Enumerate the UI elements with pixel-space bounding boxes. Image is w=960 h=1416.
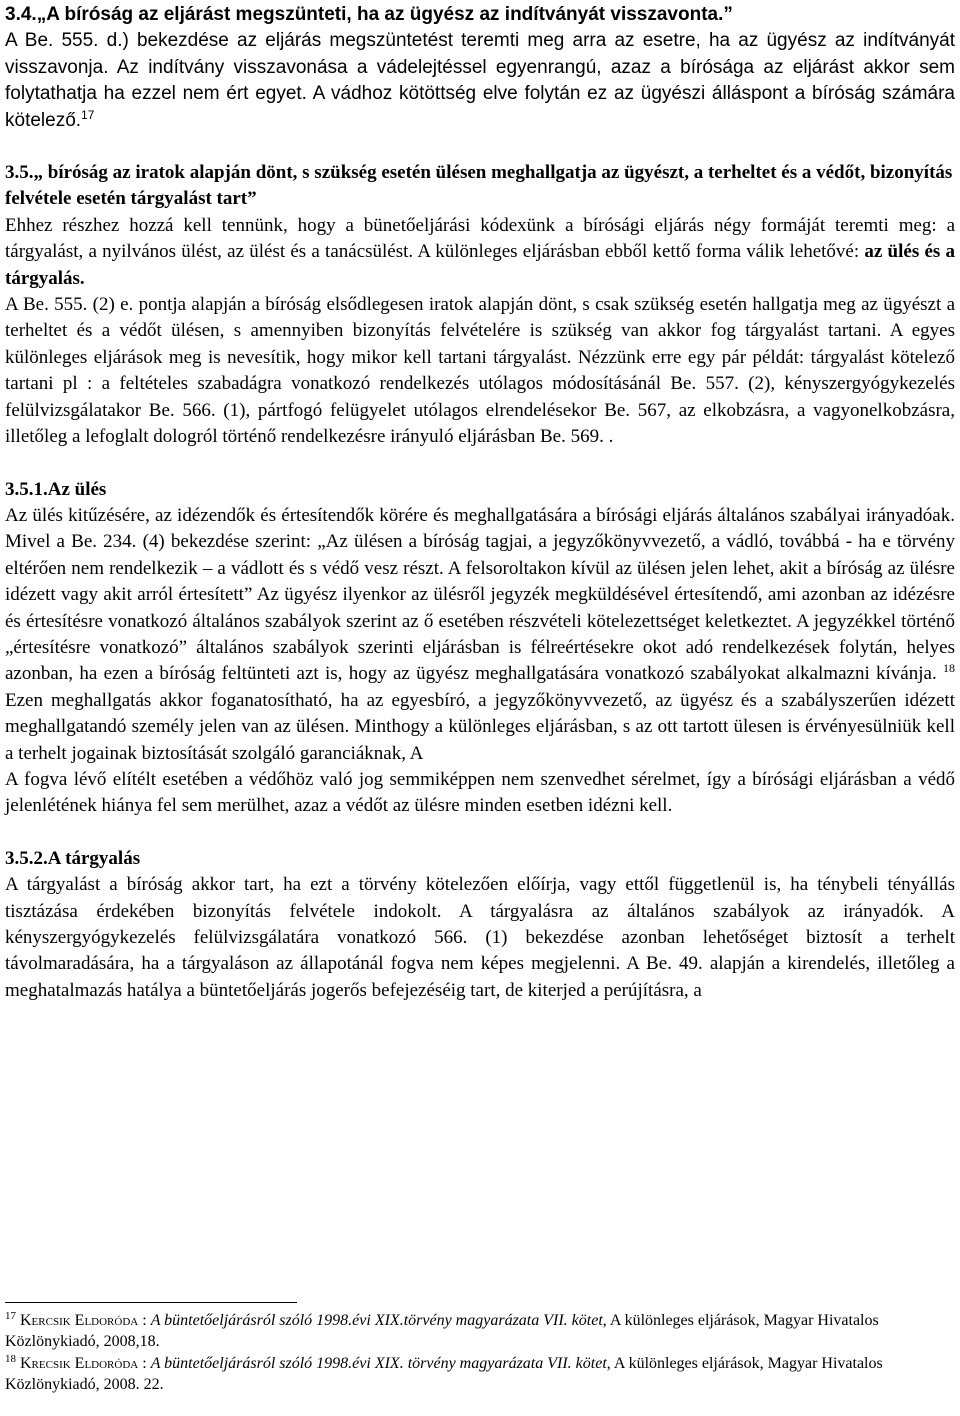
section-3-5-1-heading: 3.5.1.Az ülés [5,478,107,500]
footnote-title: A büntetőeljárásról szóló 1998.évi XIX. törvény magyarázata VII. kötet [150,1355,607,1372]
footnote-18: $^{18}$ Krecsik Eldoróda : A büntetőeljárásról szóló 1998.évi XIX. törvény magyarázata VII. kötet, A különleges eljárások, Magyar Hivatalos Közlönykiadó, 2008. 22. [5,1353,883,1393]
section-3-5-bold-text: az ülés és a tárgyalás. [5,241,955,289]
section-3-4-body [5,28,955,134]
section-3-4-text: A Be. 555. d.) bekezdése az eljárás megszüntetést teremti meg arra az esetre, ha az ügyész az indítványát visszavonja. Az indítvány visszavonása a vádelejtéssel egyenrangú, azaz a bírósága az eljárást akkor sem folytathatja ha ezzel nem ért egyet. A vádhoz kötöttség elve folytán ez az ügyészi álláspont a bíróság számára kötelező. [5,30,955,131]
footnote-number: 17 [5,1310,16,1322]
section-3-5-2-heading: 3.5.2.A tárgyalás [5,847,141,869]
footnote-ref-18[interactable]: 18 [943,661,956,676]
section-3-5-text-a: Ehhez részhez hozzá kell tennünk, hogy a bünetőeljárási kódexünk a bírósági eljárás négy formáját teremti meg: a tárgyalást, a nyilvános ülést, az ülést és a tanácsülést. A különleges eljárásban ebből kettő forma válik lehetővé: [5,214,955,263]
section-3-5-1-text-a: Az ülés kitűzésére, az idézendők és értesítendők körére és meghallgatására a bírósági eljárás általános szabályai irányadóak. Mivel a Be. 234. (4) bekezdése szerint: „Az ülésen a bíróság tagjai, a jegyzőkönyvvezető, a vádló, továbbá - ha e törvény eltérően nem rendelkezik – a vádlott és s védő vesz részt. A felsoroltakon kívül az ülésen jelen lehet, akit a bíróság az ülésre idézett vagy akit arról értesített” Az ügyész ilyenkor az ülésről jegyzék megküldésével értesítendő, ami azonban az idézésre és értesítésre vonatkozó általános szabályok szerint az ő esetében részvételi kötelezettséget keletkeztet. A jegyzékkel történő „értesítésre vonatkozó” általános szabályok szerinti eljárásban is félreértésekre okot adó rendelkezések folytán, helyes azonban, ha ezen a bíróság feltünteti azt is, hogy az ügyész meghallgatására vonatkozó szabályokat alkalmazni kívánja. [5,504,955,685]
footnote-author: Kercsik Eldoróda [20,1312,139,1329]
section-3-5-2-paragraph: A tárgyalást a bíróság akkor tart, ha ezt a törvény kötelezően előírja, vagy ettől függetlenül is, ha ténybeli tényállás tisztázása érdekében bizonyítás felvétele indokolt. A tárgyalásra az általános szabályok az irányadók. A kényszergyógykezelés felülvizsgálatára vonatkozó 566. (1) bekezdése azonban lehetőséget biztosít a terhelt távolmaradására, ha a tárgyaláson az állapotánál fogva nem képes megjelenni. A Be. 49. alapján a kirendelés, illetőleg a meghatalmazás hatálya a büntetőeljárás jogerős befejezéséig tart, de kiterjed a perújításra, a [5,874,955,1001]
footnote-publisher: A különleges eljárások, Magyar Hivatalos Közlönykiadó, 2008,18. [5,1312,879,1350]
footnote-ref-17[interactable]: 17 [81,107,95,122]
footnotes [5,1302,955,1397]
section-3-5-1-paragraph-1 [5,503,955,767]
section-3-5-1-paragraph-2: A fogva lévő elítélt esetében a védőhöz való jog semmiképpen nem szenvedhet sérelmet, így a bírósági eljárásban a védő jelenlétének hiánya fel sem merülhet, azaz a védőt az ülésre minden esetben idézni kell. [5,768,955,817]
footnote-title: A büntetőeljárásról szóló 1998.évi XIX.törvény magyarázata VII. kötet [150,1312,603,1329]
footnote-author: Krecsik Eldoróda [20,1355,139,1372]
footnote-divider [5,1302,297,1303]
section-3-5-paragraph-2: A Be. 555. (2) e. pontja alapján a bíróság elsődlegesen iratok alapján dönt, s csak szükség esetén hallgatja meg az ügyészt a terheltet és a védőt ülésen, s amennyiben bizonyítás felvételére is szükség van akkor fog tárgyalást tartani. A egyes különleges eljárások meg is nevesítik, hogy mikor kell tartani tárgyalást. Nézzünk erre egy pár példát: tárgyalást kötelező tartani pl : a feltételes szabadágra vonatkozó rendelkezés utólagos módosításánál Be. 557. (2), kényszergyógykezelés felülvizsgálatakor Be. 566. (1), pártfogó felügyelet utólagos elrendelésekor Be. 567, az elkobzásra, a vagyonelkobzásra, illetőleg a lefoglalt dologról történő rendelkezésre irányuló eljárásban Be. 569. . [5,294,955,448]
section-3-5-heading: 3.5.„ bíróság az iratok alapján dönt, s szükség esetén ülésen meghallgatja az ügyészt, a terheltet és a védőt, bizonyítás felvétele esetén tárgyalást tart” [5,162,953,210]
section-3-5-1-text-b: Ezen meghallgatás akkor foganatosítható, ha az egyesbíró, a jegyzőkönyvvezető, az ügyész és a szabályszerűen idézett meghallgatandó személy jelen van az ülésen. Minthogy a különleges eljárásban, s az ott tartott ülesen is érvényesülniük kell a terhelt jogainak biztosítását szolgáló garanciáknak, A [5,689,955,764]
section-3-5-paragraph-1 [5,213,955,292]
footnote-17: $^{17}$ Kercsik Eldoróda : A büntetőeljárásról szóló 1998.évi XIX.törvény magyarázata VII. kötet, A különleges eljárások, Magyar Hivatalos Közlönykiadó, 2008,18. [5,1310,879,1350]
footnote-publisher: A különleges eljárások, Magyar Hivatalos Közlönykiadó, 2008. 22. [5,1355,883,1393]
section-3-4-heading: 3.4.„A bíróság az eljárást megszünteti, ha az ügyész az indítványát visszavonta.” [5,4,733,25]
footnote-number: 18 [5,1353,16,1365]
document-page [5,2,955,1004]
